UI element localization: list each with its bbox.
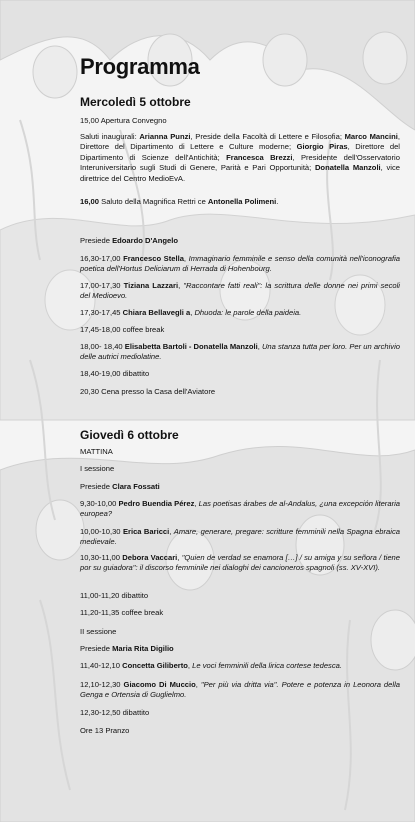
pranzo: Ore 13 Pranzo	[80, 726, 130, 735]
page-title: Programma	[80, 54, 200, 79]
talk-item: 10,30-11,00 Debora Vaccari, "Quien de verdad se enamora […] / su amiga y su señora / tiene por su guiadora": il discorso femminile nei dialoghi dei cancioneros spagnoli (ss. XV-XVI).	[80, 553, 400, 573]
day-heading-wednesday: Mercoledì 5 ottobre	[80, 95, 191, 109]
talk-item: 12,10-12,30 Giacomo Di Muccio, "Per più via dritta via". Potere e potenza in Leonora della Genga e Ortensia di Guglielmo.	[80, 680, 400, 700]
talk-item: 10,00-10,30 Erica Baricci, Amare, generare, pregare: scritture femminili nella Spagna ebraica medievale.	[80, 527, 400, 547]
cena: 20,30 Cena presso la Casa dell'Aviatore	[80, 387, 216, 396]
session-label: II sessione	[80, 627, 117, 636]
talk-item: 17,00-17,30 Tiziana Lazzari, "Raccontare fatti reali": la scrittura delle donne nei primi secoli del Medioevo.	[80, 281, 400, 301]
talk-item: 9,30-10,00 Pedro Buendia Pérez, Las poetisas árabes de al-Andalus, ¿una excepción literaria europea?	[80, 499, 401, 519]
dibattito: 18,40-19,00 dibattito	[80, 369, 150, 378]
saluto-rettrice: 16,00 Saluto della Magnifica Rettri ce Antonella Polimeni.	[80, 197, 279, 206]
session-label: I sessione	[80, 464, 115, 473]
dibattito: 11,00-11,20 dibattito	[80, 591, 149, 600]
talk-item: 18,00- 18,40 Elisabetta Bartoli - Donatella Manzoli, Una stanza tutta per loro. Per un archivio delle autrici mediolatine.	[80, 342, 400, 362]
saluti-inaugurali: Saluti inaugurali: Arianna Punzi, Preside della Facoltà di Lettere e Filosofia; Marco Mancini, Direttore del Dipartimento di Lettere e Culture moderne; Giorgio Piras, Direttore del Dipartimento di Scienze dell'Antichità; Francesca Brezzi, Presidente dell'Osservatorio Interuniversitario sugli Studi di Genere, Parità e Pari Opportunità; Donatella Manzoli, vice direttrice del Centro MedioEvA.	[80, 132, 400, 183]
mattina-label: MATTINA	[80, 447, 113, 456]
dibattito: 12,30-12,50 dibattito	[80, 708, 150, 717]
chair-session2: Presiede Maria Rita Digilio	[80, 644, 174, 653]
talk-item: 16,30-17,00 Francesco Stella, Immaginario femminile e senso della comunità nell'iconografia poetica dell'Hortus Deliciarum di Herrada di Hohenbourg.	[80, 254, 400, 274]
coffee-break: 17,45-18,00 coffee break	[80, 325, 165, 334]
opening-item: 15,00 Apertura Convegno	[80, 116, 167, 125]
chair-session1: Presiede Clara Fossati	[80, 482, 160, 491]
talk-item: 11,40-12,10 Concetta Giliberto, Le voci femminili della lirica cortese tedesca.	[80, 661, 342, 670]
coffee-break: 11,20-11,35 coffee break	[80, 608, 164, 617]
talk-item: 17,30-17,45 Chiara Bellavegli a, Dhuoda: le parole della paideia.	[80, 308, 302, 317]
chair-day1: Presiede Edoardo D'Angelo	[80, 236, 179, 245]
day-heading-thursday: Giovedì 6 ottobre	[80, 428, 179, 442]
